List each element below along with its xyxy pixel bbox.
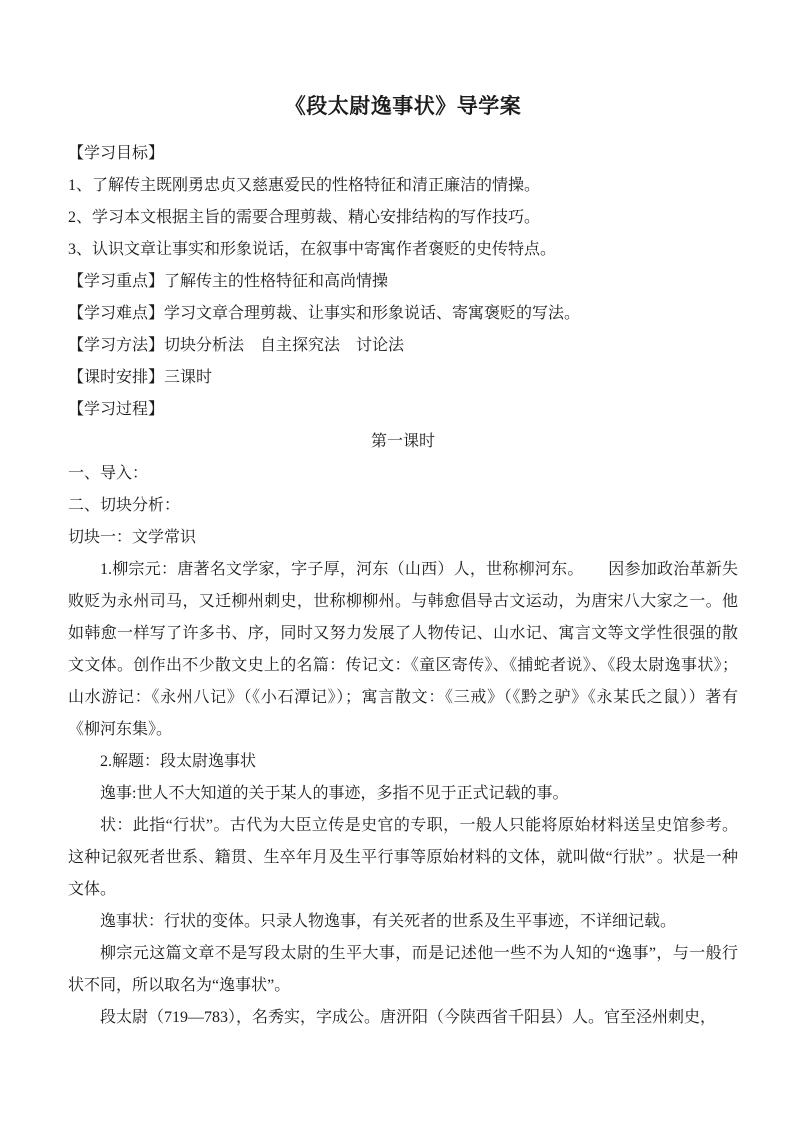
doc-paragraph: 【学习目标】 (68, 145, 165, 162)
doc-paragraph: 一、导入： (68, 465, 149, 482)
doc-paragraph: 1.柳宗元：唐著名文学家，字子厚，河东（山西）人，世称柳河东。 因参加政治革新失败贬为永州司马，又迁柳州刺史，世称柳柳州。与韩愈倡导古文运动，为唐宋八大家之一。他如韩愈一样写了许多书、序，同时又努力发展了人物传记、山水记、寓言文等文学性很强的散文文体。创作出不少散文史上的名篇：传记文：《童区寄传》、《捕蛇者说》、《段太尉逸事状》；山水游记：《永州八记》（《小石潭记》）；寓言散文：《三戒》（《黔之驴》《永某氏之鼠））著有《柳河东集》。 (68, 561, 738, 738)
doc-paragraph: 段太尉（719—783），名秀实，字成公。唐汧阳（今陕西省千阳县）人。官至泾州刺史， (100, 1009, 717, 1026)
doc-paragraph: 3、认识文章让事实和形象说话，在叙事中寄寓作者褒贬的史传特点。 (68, 241, 557, 258)
doc-paragraph: 切块一：文学常识 (68, 529, 197, 546)
page-title: 《段太尉逸事状》导学案 (284, 94, 522, 118)
doc-paragraph: 【学习过程】 (68, 401, 165, 418)
doc-paragraph: 【课时安排】三课时 (68, 369, 213, 386)
doc-paragraph: 【学习重点】了解传主的性格特征和高尚情操 (68, 273, 389, 290)
doc-paragraph: 2、学习本文根据主旨的需要合理剪裁、精心安排结构的写作技巧。 (68, 209, 541, 226)
doc-paragraph: 状：此指“行状”。古代为大臣立传是史官的专职，一般人只能将原始材料送呈史馆参考。这种记叙死者世系、籍贯、生卒年月及生平行事等原始材料的文体，就叫做“行狀” 。状是一种文体。 (68, 817, 738, 898)
doc-paragraph: 柳宗元这篇文章不是写段太尉的生平大事，而是记述他一些不为人知的“逸事”，与一般行状不同，所以取名为“逸事状”。 (68, 945, 738, 994)
doc-paragraph: 2.解题：段太尉逸事状 (100, 753, 257, 770)
document-body (68, 138, 738, 1034)
doc-paragraph: 【学习方法】切块分析法 自主探究法 讨论法 (68, 337, 405, 354)
doc-paragraph: 二、切块分析： (68, 497, 181, 514)
doc-paragraph: 1、了解传主既刚勇忠贞又慈惠爱民的性格特征和清正廉洁的情操。 (68, 177, 541, 194)
doc-paragraph: 逸事状：行状的变体。只录人物逸事，有关死者的世系及生平事迹，不详细记载。 (100, 913, 677, 930)
doc-paragraph: 第一课时 (370, 433, 435, 450)
doc-paragraph: 逸事:世人不大知道的关于某人的事迹，多指不见于正式记载的事。 (100, 785, 569, 802)
doc-paragraph: 【学习难点】学习文章合理剪裁、让事实和形象说话、寄寓褒贬的写法。 (68, 305, 581, 322)
